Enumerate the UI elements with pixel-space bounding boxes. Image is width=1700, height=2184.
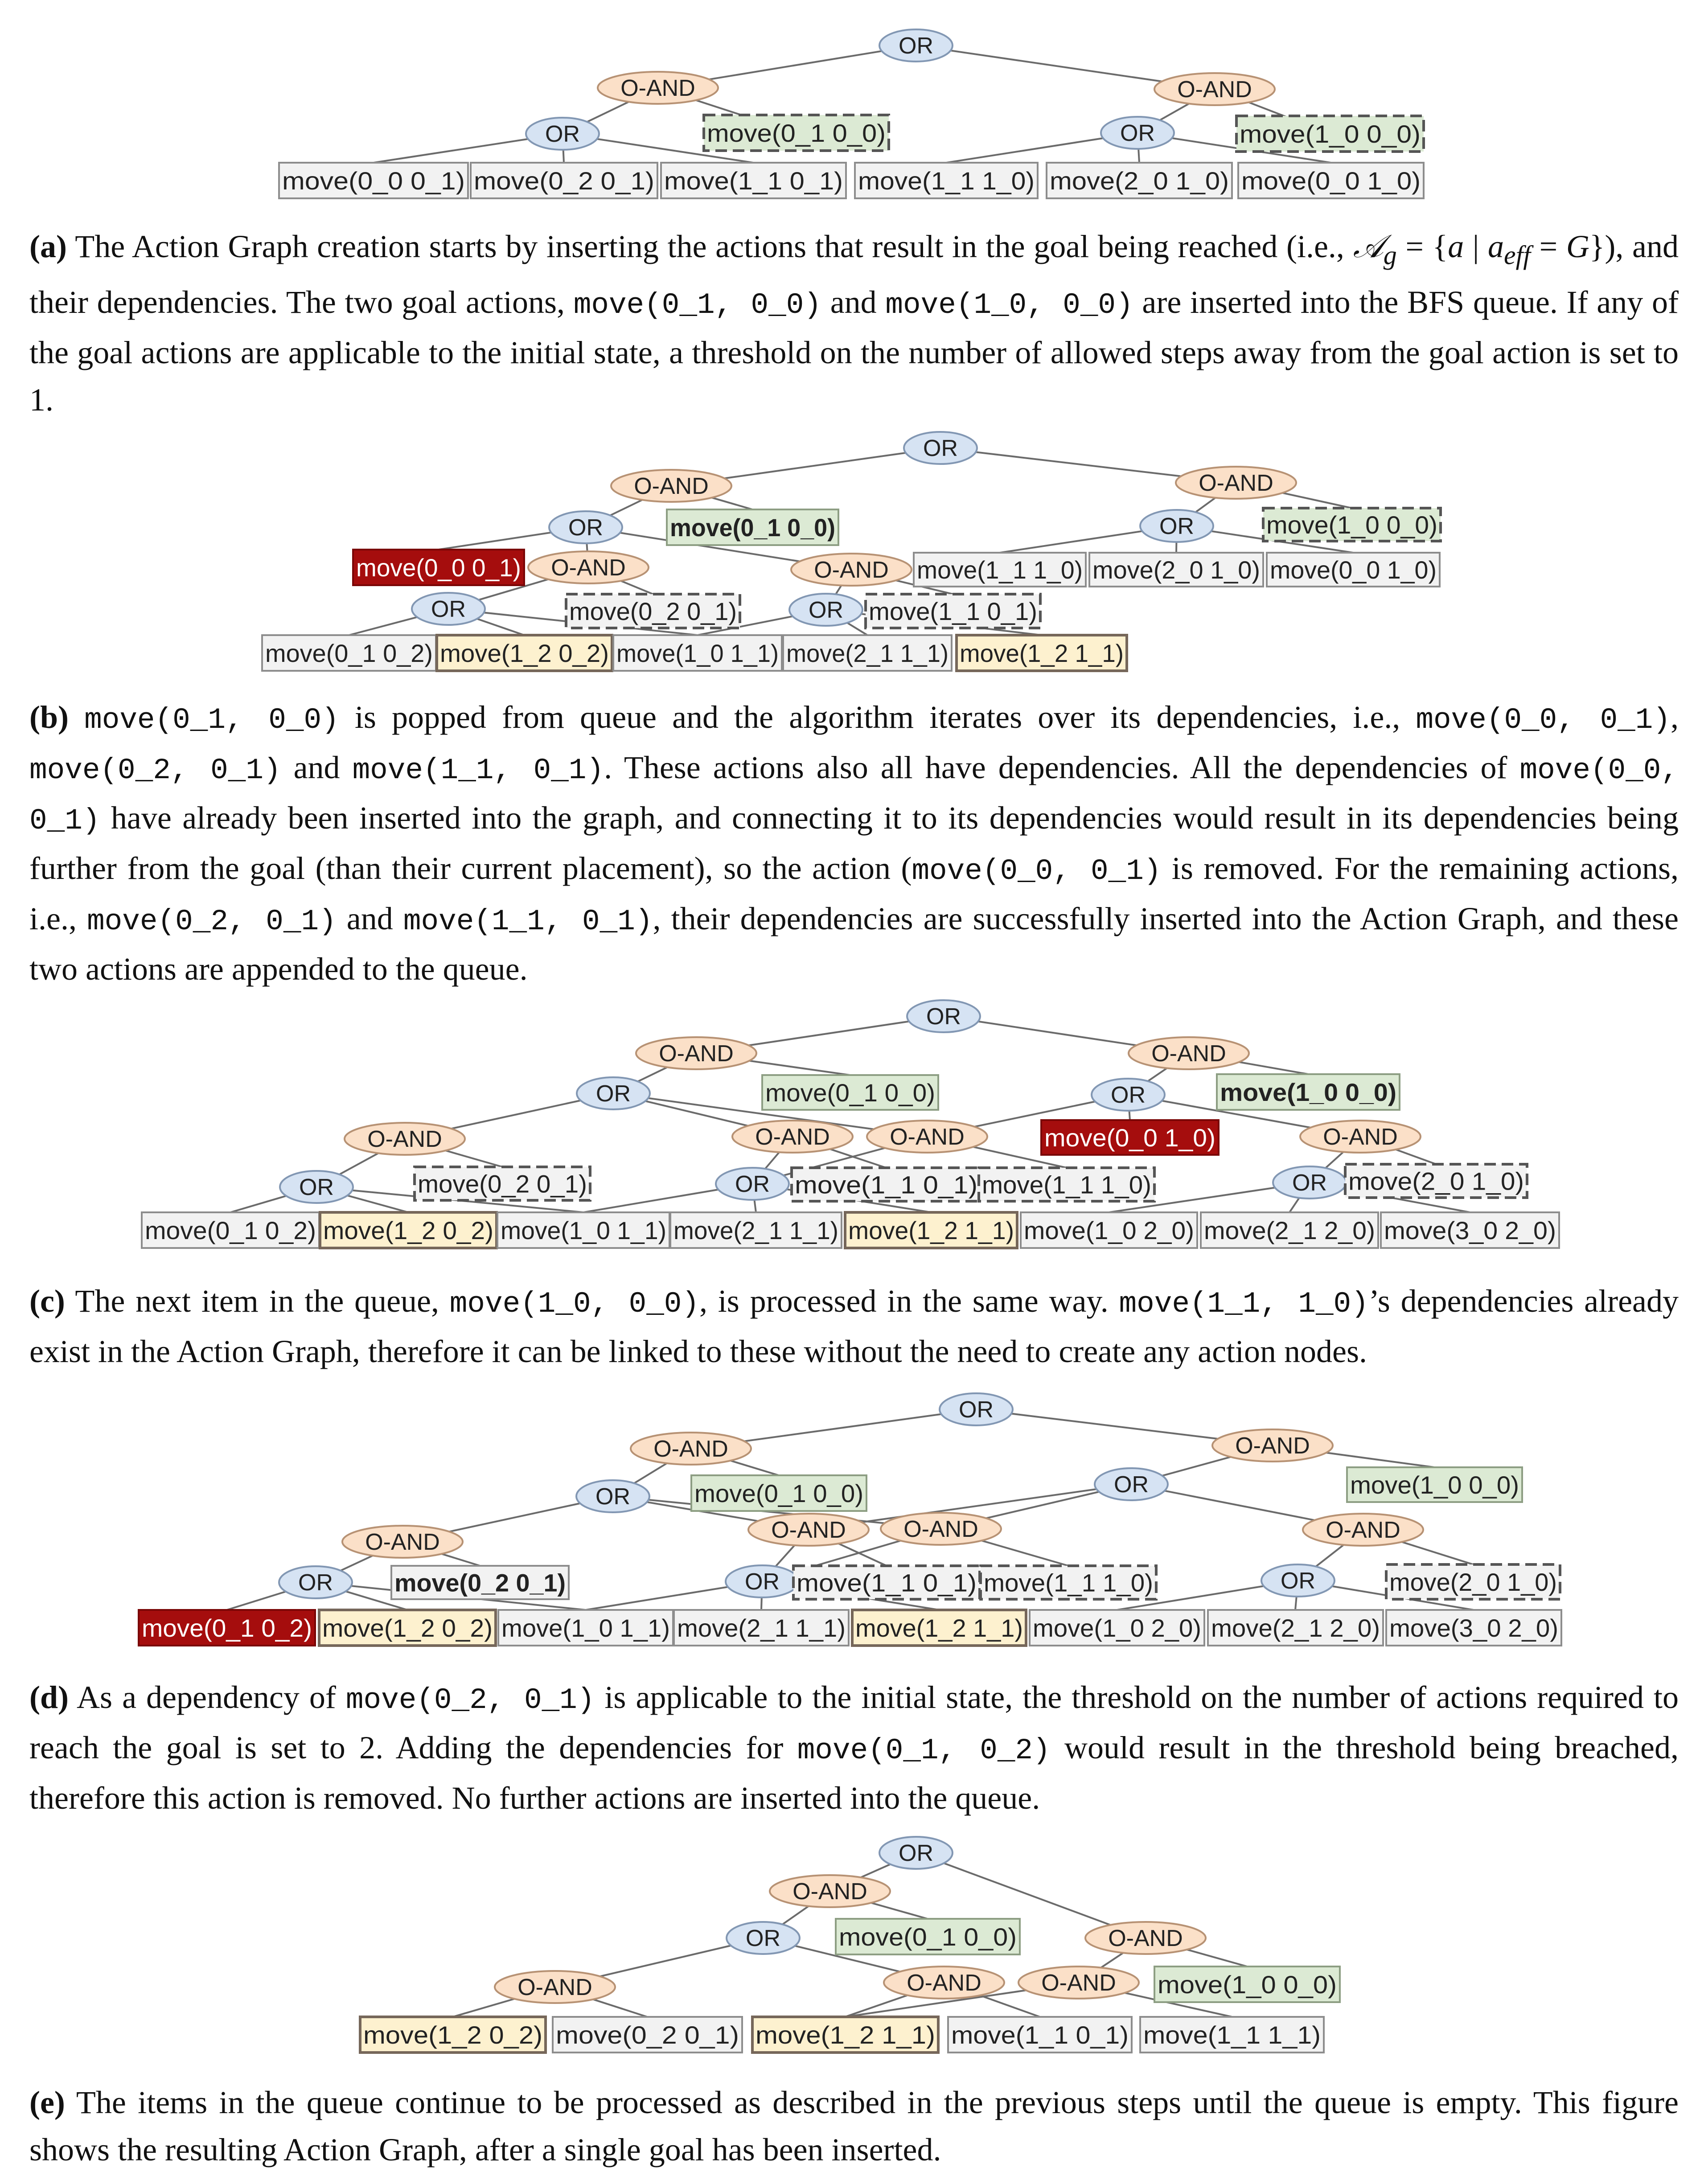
or-node [879, 29, 953, 62]
action-node [1201, 1212, 1378, 1248]
action-node [1021, 1212, 1197, 1248]
action-node [262, 635, 436, 671]
action-label: move(0_1 0_0) [670, 513, 835, 542]
action-label: move(1_2 0_2) [363, 2021, 542, 2049]
or-node [576, 1480, 649, 1512]
caption-text: is applicable to the initial state, the threshold on the number of actions required to reach the goal is set to 2. Adding the dependencies for [29, 1679, 1679, 1765]
action-node [1267, 553, 1440, 587]
action-node [415, 1167, 590, 1200]
action-node [319, 1610, 496, 1646]
action-node [792, 1168, 981, 1201]
action-node [1140, 2017, 1324, 2053]
action-node [320, 1212, 497, 1248]
action-label: move(1_1 1_0) [982, 1170, 1151, 1199]
action-label: move(0_1 0_2) [265, 639, 433, 667]
action-node [866, 594, 1040, 628]
o-and-node [884, 1966, 1004, 1999]
o-and-node [770, 1875, 890, 1907]
action-node [1345, 1164, 1527, 1198]
caption-code: move(0_0, 0_1) [1416, 703, 1671, 737]
action-node [566, 594, 740, 628]
action-node [762, 1075, 938, 1110]
node-label: O-AND [551, 555, 626, 581]
caption-text: and [821, 284, 886, 320]
action-label: move(0_2 0_1) [474, 167, 654, 195]
action-label: move(1_1 1_0) [984, 1568, 1153, 1597]
caption-text: . These actions also all have dependencies. All the dependencies of [604, 750, 1520, 785]
action-label: move(1_0 2_0) [1024, 1216, 1194, 1244]
action-node [1154, 1966, 1340, 2002]
node-label: O-AND [755, 1124, 830, 1150]
caption-text: is popped from queue and the algorithm iterates over its dependencies, i.e., [339, 699, 1416, 735]
node-label: O-AND [659, 1041, 734, 1067]
action-node [1263, 508, 1441, 541]
action-label: move(0_0 1_0) [1270, 556, 1437, 584]
action-label: move(3_0 2_0) [1384, 1216, 1556, 1244]
node-label: O-AND [1108, 1925, 1183, 1951]
node-label: OR [596, 1081, 631, 1107]
panel-c-graph [142, 1000, 1559, 1248]
or-node [280, 1171, 353, 1203]
o-and-node [791, 554, 912, 586]
action-node [360, 2017, 546, 2053]
action-node [279, 163, 468, 198]
action-label: move(0_2 0_1) [569, 597, 737, 625]
action-node [691, 1475, 866, 1511]
or-node [412, 593, 485, 625]
action-label: move(1_0 0_0) [1240, 120, 1421, 148]
o-and-node [1300, 1121, 1421, 1153]
action-label: move(2_0 1_0) [1092, 556, 1260, 584]
caption-code: move(0_1, 0_0) [573, 288, 821, 322]
or-node [727, 1922, 800, 1954]
o-and-node [636, 1037, 756, 1069]
action-label: move(1_1 0_1) [869, 597, 1037, 625]
node-label: O-AND [907, 1970, 981, 1996]
action-label: move(1_1 0_1) [797, 1568, 977, 1597]
caption-text: The items in the queue continue to be processed as described in the previous steps until the queue is empty. This figure shows the resulting Action Graph, after a single goal has been inserted. [29, 2085, 1679, 2168]
caption-text: = [1530, 229, 1566, 264]
caption-text: | [1464, 229, 1488, 264]
node-label: OR [1120, 120, 1155, 146]
action-node [783, 635, 952, 671]
action-node [1238, 163, 1424, 198]
panel-e-graph [360, 1837, 1340, 2053]
panel-a-graph [279, 29, 1424, 198]
action-node [752, 2017, 938, 2053]
action-node [391, 1566, 569, 1599]
action-label: move(2_1 1_1) [786, 639, 949, 667]
caption-code: move(1_0, 0_0) [885, 288, 1133, 322]
caption-text: The Action Graph creation starts by inserting the actions that result in the goal being reached (i.e., [66, 229, 1353, 264]
action-node [1030, 1610, 1204, 1646]
caption-b [29, 694, 1679, 993]
node-label: OR [545, 121, 580, 147]
action-node [704, 115, 889, 151]
o-and-node [1154, 73, 1275, 105]
or-node [907, 1000, 980, 1032]
action-label: move(0_0 0_1) [282, 167, 465, 195]
action-label: move(2_1 2_0) [1204, 1216, 1375, 1244]
caption-panel-label: (d) [29, 1679, 69, 1715]
node-label: O-AND [365, 1529, 440, 1555]
node-label: O-AND [1199, 470, 1273, 496]
action-label: move(1_0 0_0) [1158, 1971, 1337, 1999]
action-node [1041, 1120, 1219, 1155]
o-and-node [1129, 1037, 1249, 1069]
action-node [139, 1610, 315, 1646]
or-node [577, 1077, 650, 1109]
caption-text: are inserted into the BFS queue. If any of the goal actions are applicable to the initial state, a threshold on the number of allowed steps away from the goal action is set to 1. [29, 284, 1679, 418]
node-label: O-AND [620, 75, 695, 101]
caption-math: 𝒜 [1353, 229, 1384, 264]
or-node [940, 1393, 1013, 1425]
caption-math: G [1566, 229, 1589, 264]
caption-text: = { [1396, 229, 1448, 264]
or-node [1261, 1564, 1335, 1597]
o-and-node [1212, 1429, 1333, 1461]
action-label: move(2_1 1_1) [677, 1614, 846, 1642]
action-node [670, 1212, 842, 1248]
action-label: move(0_1 0_2) [145, 1216, 316, 1244]
node-label: OR [735, 1171, 770, 1197]
action-label: move(1_2 1_1) [756, 2021, 935, 2049]
caption-text: and [281, 750, 353, 785]
action-label: move(0_2 0_1) [418, 1170, 587, 1198]
o-and-node [342, 1526, 463, 1558]
action-label: move(1_1 0_1) [951, 2021, 1129, 2049]
caption-text: , is processed in the same way. [699, 1283, 1119, 1319]
o-and-node [631, 1433, 751, 1465]
or-node [279, 1566, 352, 1598]
caption-c [29, 1277, 1679, 1375]
caption-code: move(0_2, 0_1) [345, 1683, 595, 1717]
action-label: move(3_0 2_0) [1389, 1614, 1558, 1642]
o-and-node [748, 1514, 869, 1546]
or-node [1095, 1468, 1168, 1500]
action-node [661, 163, 846, 198]
caption-code: move(0_0, 0_1) [912, 854, 1162, 888]
action-node [1217, 1074, 1400, 1110]
node-label: OR [959, 1397, 994, 1423]
caption-a [29, 223, 1679, 423]
action-label: move(1_1 1_1) [1143, 2021, 1321, 2049]
or-node [1273, 1166, 1346, 1199]
o-and-node [611, 470, 731, 502]
action-label: move(1_0 0_0) [1350, 1471, 1519, 1499]
action-label: move(1_2 1_1) [960, 639, 1124, 667]
action-node [852, 1610, 1026, 1646]
node-label: O-AND [903, 1516, 978, 1542]
node-label: OR [431, 596, 466, 622]
caption-code: move(0_2, 0_1) [87, 905, 337, 938]
node-label: OR [926, 1004, 961, 1030]
node-label: O-AND [653, 1436, 728, 1462]
node-label: OR [1281, 1568, 1315, 1594]
action-label: move(2_0 1_0) [1050, 167, 1229, 195]
caption-text: and [336, 901, 403, 936]
node-label: OR [298, 1570, 333, 1596]
action-label: move(1_1 1_0) [917, 556, 1083, 584]
panel-b-graph [262, 432, 1441, 671]
action-label: move(0_0 0_1) [356, 554, 521, 582]
caption-panel-label: (b) [29, 699, 69, 735]
action-label: move(0_0 1_0) [1044, 1124, 1215, 1152]
node-label: O-AND [890, 1124, 965, 1150]
node-label: O-AND [1235, 1433, 1310, 1459]
caption-text: ’s dependencies already exist in the Action Graph, therefore it can be linked to these without the need to create any action nodes. [29, 1283, 1679, 1369]
node-label: OR [923, 435, 958, 461]
action-label: move(1_2 1_1) [855, 1614, 1023, 1642]
caption-panel-label: (a) [29, 229, 67, 264]
o-and-node [1085, 1922, 1206, 1954]
caption-math: a [1448, 229, 1464, 264]
action-node [437, 635, 612, 671]
or-node [1092, 1079, 1165, 1111]
or-node [1140, 510, 1213, 542]
caption-code: move(1_1, 0_1) [403, 905, 653, 938]
or-node [789, 594, 862, 626]
o-and-node [881, 1513, 1001, 1545]
node-label: O-AND [1041, 1970, 1116, 1996]
action-label: move(0_1 0_0) [765, 1079, 935, 1107]
action-node [981, 1566, 1156, 1599]
action-node [914, 553, 1086, 587]
action-node [1386, 1610, 1561, 1646]
caption-text: is removed. For the remaining actions, i.e., [29, 850, 1679, 936]
caption-text [69, 699, 84, 735]
caption-text: }), and their dependencies. The two goal actions, [29, 229, 1679, 320]
o-and-node [598, 72, 718, 104]
action-node [353, 550, 524, 585]
action-node [498, 1610, 673, 1646]
action-node [674, 1610, 849, 1646]
action-node [142, 1212, 319, 1248]
or-node [879, 1837, 953, 1869]
action-node [948, 2017, 1132, 2053]
caption-d [29, 1674, 1679, 1822]
action-label: move(0_1 0_0) [707, 119, 886, 147]
action-node [1208, 1610, 1383, 1646]
action-label: move(1_1 0_1) [795, 1170, 977, 1199]
caption-text: have already been inserted into the graph, and connecting it to its dependencies would result in its dependencies being further from the goal (than their current placement), so the action ( [29, 800, 1679, 886]
o-and-node [1303, 1514, 1423, 1546]
panel-d-graph [139, 1393, 1561, 1646]
o-and-node [732, 1121, 853, 1153]
node-label: OR [809, 597, 843, 623]
action-label: move(0_1 0_0) [694, 1479, 863, 1507]
node-label: O-AND [517, 1975, 592, 2000]
action-label: move(1_2 0_2) [323, 1216, 493, 1244]
or-node [549, 511, 622, 543]
action-node [979, 1168, 1154, 1201]
caption-text: , their dependencies are successfully inserted into the Action Graph, and these two actions are appended to the queue. [29, 901, 1679, 987]
action-label: move(1_0 2_0) [1033, 1614, 1201, 1642]
or-node [1101, 117, 1174, 149]
action-label: move(1_0 1_1) [501, 1216, 666, 1244]
caption-math-subscript: eff [1503, 240, 1531, 270]
action-node [471, 163, 657, 198]
caption-text: would result in the threshold being breached, therefore this action is removed. No further actions are inserted into the queue. [29, 1730, 1679, 1816]
action-node [1089, 553, 1263, 587]
action-node [667, 509, 838, 545]
caption-math: a [1487, 229, 1504, 264]
action-label: move(1_1 1_0) [858, 167, 1035, 195]
node-label: O-AND [771, 1517, 846, 1543]
action-label: move(1_1 0_1) [664, 167, 843, 195]
caption-code: move(0_1, 0_2) [797, 1734, 1051, 1767]
action-label: move(2_1 1_1) [673, 1216, 838, 1244]
action-label: move(0_1 0_2) [142, 1614, 312, 1642]
action-node [497, 1212, 669, 1248]
action-node [1347, 1467, 1522, 1502]
o-and-node [867, 1121, 987, 1153]
action-label: move(0_2 0_1) [394, 1568, 566, 1597]
action-node [1386, 1564, 1560, 1599]
action-node [553, 2017, 742, 2053]
or-node [726, 1565, 799, 1597]
caption-code: move(0_1, 0_0) [84, 703, 339, 737]
o-and-node [495, 1971, 615, 2003]
node-label: OR [299, 1174, 334, 1200]
action-label: move(1_0 0_0) [1220, 1078, 1396, 1106]
caption-code: move(1_1, 0_1) [352, 754, 604, 787]
node-label: O-AND [814, 557, 889, 583]
node-label: O-AND [367, 1126, 442, 1152]
node-label: O-AND [1177, 77, 1252, 103]
action-node [1236, 116, 1424, 152]
caption-code: move(0_0, 0_1) [29, 754, 1679, 837]
action-label: move(1_2 0_2) [440, 639, 609, 667]
node-label: OR [568, 515, 603, 541]
caption-text: , [1671, 699, 1679, 735]
node-label: OR [745, 1569, 780, 1595]
node-label: O-AND [1326, 1517, 1400, 1543]
caption-e [29, 2079, 1679, 2173]
node-label: OR [1292, 1170, 1327, 1196]
action-node [836, 1919, 1020, 1954]
action-node [793, 1566, 980, 1599]
action-label: move(2_1 2_0) [1211, 1614, 1380, 1642]
action-label: move(1_0 1_1) [501, 1614, 670, 1642]
action-label: move(2_0 1_0) [1348, 1167, 1524, 1195]
node-label: OR [595, 1484, 630, 1510]
node-label: OR [1111, 1082, 1146, 1108]
o-and-node [528, 551, 649, 583]
action-label: move(0_1 0_0) [839, 1923, 1017, 1951]
caption-text: The next item in the queue, [65, 1283, 450, 1319]
action-label: move(1_0 1_1) [616, 639, 779, 667]
caption-math-subscript: g [1383, 240, 1397, 270]
node-label: O-AND [1323, 1124, 1398, 1150]
caption-code: move(0_2, 0_1) [29, 754, 281, 787]
caption-text: As a dependency of [69, 1679, 346, 1715]
caption-panel-label: (c) [29, 1283, 65, 1319]
action-node [1381, 1212, 1559, 1248]
action-label: move(1_2 0_2) [322, 1614, 493, 1642]
node-label: OR [1114, 1472, 1149, 1498]
action-node [855, 163, 1038, 198]
o-and-node [1018, 1966, 1139, 1999]
action-label: move(0_2 0_1) [556, 2021, 739, 2049]
caption-code: move(1_1, 1_0) [1119, 1287, 1369, 1321]
node-label: O-AND [793, 1879, 867, 1905]
node-label: O-AND [1151, 1041, 1226, 1067]
action-node [957, 635, 1127, 671]
caption-code: move(1_0, 0_0) [449, 1287, 700, 1321]
o-and-node [345, 1123, 465, 1155]
caption-panel-label: (e) [29, 2085, 65, 2120]
action-node [1047, 163, 1232, 198]
or-node [526, 118, 599, 150]
node-label: OR [1159, 513, 1194, 539]
node-label: OR [746, 1925, 780, 1951]
or-node [904, 432, 977, 464]
action-label: move(1_2 1_1) [848, 1216, 1014, 1244]
action-node [845, 1212, 1017, 1248]
or-node [716, 1168, 789, 1200]
node-label: OR [899, 33, 933, 59]
action-label: move(2_0 1_0) [1389, 1568, 1557, 1596]
node-label: O-AND [634, 473, 709, 499]
action-label: move(1_0 0_0) [1266, 511, 1437, 539]
node-label: OR [899, 1840, 933, 1866]
action-label: move(0_0 1_0) [1241, 167, 1421, 195]
o-and-node [1176, 467, 1296, 499]
action-node [613, 635, 782, 671]
